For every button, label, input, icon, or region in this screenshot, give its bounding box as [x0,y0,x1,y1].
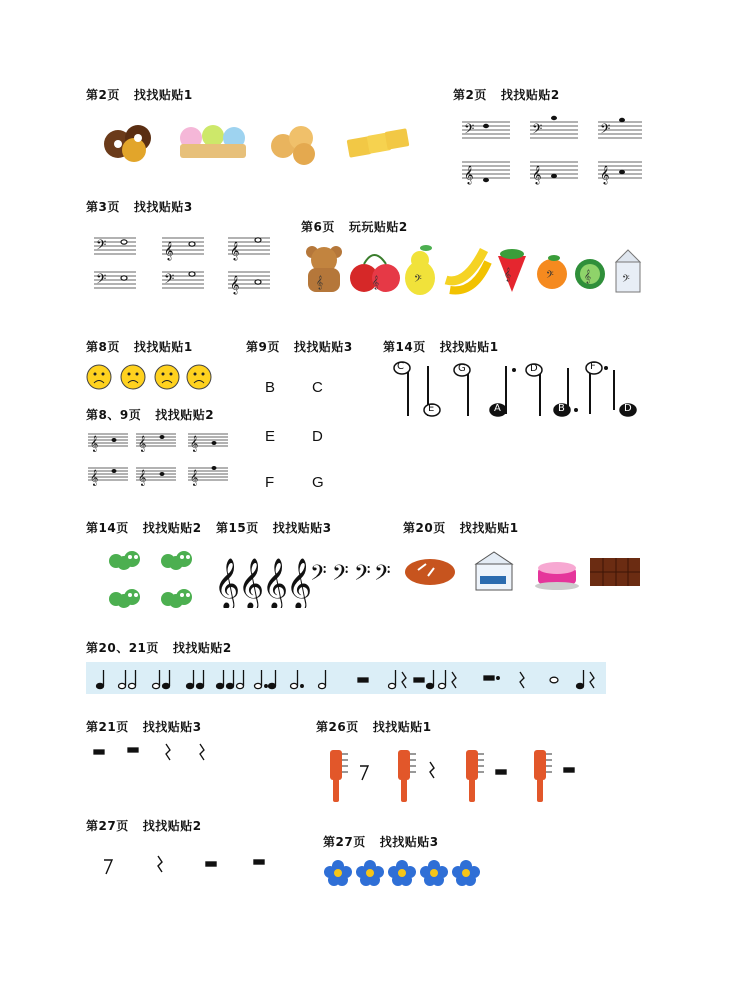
note-letter: B [265,379,276,396]
strawberry-icon [498,249,526,292]
svg-text:𝄞: 𝄞 [190,470,199,486]
food-stickers-p20 [404,548,642,592]
note-letter: E [428,403,435,414]
label-p27-find3: 第27页 找找贴贴3 [323,835,439,849]
svg-text:𝄞: 𝄞 [138,470,147,486]
svg-text:𝄢: 𝄢 [96,271,107,290]
svg-text:𝄢: 𝄢 [374,561,391,591]
label-p14-find2: 第14页 找找贴贴2 [86,521,202,535]
teddy-bear-icon [306,246,342,292]
rest-stickers-p27 [96,852,266,878]
caterpillar-icon [109,551,140,570]
bass-clef-icon: 𝄢 [310,561,327,591]
crackers-icon [347,128,410,158]
rest-stickers [90,740,220,764]
label-p6-play2: 第6页 玩玩贴贴2 [301,220,408,234]
svg-text:𝄞: 𝄞 [600,165,610,184]
quarter-rest-icon [166,744,170,760]
svg-text:𝄞: 𝄞 [164,241,174,260]
label-p15-find3: 第15页 找找贴贴3 [216,521,332,535]
food-stickers [96,116,426,168]
staff-grid-p3 [94,232,280,298]
svg-text:𝄞: 𝄞 [90,436,99,452]
chocolate-bar-icon [590,558,640,586]
svg-text:𝄞: 𝄞 [372,275,380,289]
treble-clef-icon: 𝄞 [214,558,241,608]
flower-stickers [324,858,484,886]
cupcakes-icon [180,125,246,158]
donut-pile-icon [104,125,151,162]
svg-text:𝄢: 𝄢 [622,273,630,287]
svg-text:𝄞: 𝄞 [316,275,324,289]
label-p20-21-find2: 第20、21页 找找贴贴2 [86,641,232,655]
note-letter: F [590,361,596,372]
svg-text:𝄞: 𝄞 [584,269,592,283]
flower-icon [324,860,352,886]
label-p2-find2: 第2页 找找贴贴2 [453,88,560,102]
rhythm-notes [86,662,606,694]
svg-text:𝄢: 𝄢 [532,121,543,140]
svg-text:𝄢: 𝄢 [600,121,611,140]
label-p2-find1: 第2页 找找贴贴1 [86,88,193,102]
bread-icon [405,559,455,585]
svg-text:𝄢: 𝄢 [164,271,175,290]
cookies-icon [271,126,315,165]
note-letter: A [494,403,501,414]
whole-rest-icon [94,750,104,754]
sad-face-icon [87,365,111,389]
pear-icon [405,245,435,295]
comb-stickers [326,746,582,806]
note-letter: D [312,428,323,445]
label-p8-9-find2: 第8、9页 找找贴贴2 [86,408,215,422]
cake-icon [535,562,579,590]
note-letter: E [265,428,276,445]
svg-text:𝄢: 𝄢 [96,237,107,256]
label-p14-find1: 第14页 找找贴贴1 [383,340,499,354]
note-letter: D [530,363,538,374]
svg-text:𝄢: 𝄢 [414,273,422,287]
bananas-icon [446,250,488,290]
svg-text:𝄞: 𝄞 [230,241,240,260]
note-letter: B [558,403,565,414]
svg-text:𝄞: 𝄞 [286,558,313,608]
note-letter: C [312,379,323,396]
milk-carton-icon [476,552,512,590]
label-p27-find2: 第27页 找找贴贴2 [86,819,202,833]
label-p21-find3: 第21页 找找贴贴3 [86,720,202,734]
note-letter: G [458,363,466,374]
clef-stickers [214,552,394,608]
half-rest-icon [128,748,138,752]
svg-text:𝄞: 𝄞 [532,165,542,184]
svg-text:𝄞: 𝄞 [262,558,289,608]
label-p20-find1: 第20页 找找贴贴1 [403,521,519,535]
svg-text:𝄞: 𝄞 [238,558,265,608]
comb-icon [330,750,348,802]
staff-grid-p2 [462,114,642,186]
svg-text:𝄢: 𝄢 [546,269,554,283]
label-p8-find1: 第8页 找找贴贴1 [86,340,193,354]
svg-text:𝄢: 𝄢 [332,561,349,591]
label-p9-find3: 第9页 找找贴贴3 [246,340,353,354]
label-p3-find3: 第3页 找找贴贴3 [86,200,193,214]
label-p26-find1: 第26页 找找贴贴1 [316,720,432,734]
lettered-notes [388,358,648,424]
note-letter: C [397,361,404,372]
svg-text:𝄞: 𝄞 [90,470,99,486]
svg-text:𝄞: 𝄞 [190,436,199,452]
svg-text:𝄢: 𝄢 [354,561,371,591]
fruit-stickers [298,240,644,298]
eighth-rest-icon [360,766,368,780]
svg-text:𝄞: 𝄞 [138,436,147,452]
svg-text:𝄞: 𝄞 [504,267,512,281]
staff-grid-p8-9 [88,428,238,492]
caterpillar-stickers [108,545,194,611]
bass-clef-icon: 𝄢 [464,121,475,140]
note-letter: F [265,474,275,491]
sad-face-stickers [86,364,216,392]
note-letter: D [624,403,632,414]
note-letter: G [312,474,324,491]
svg-text:𝄞: 𝄞 [230,275,240,294]
treble-clef-icon: 𝄞 [464,165,474,184]
